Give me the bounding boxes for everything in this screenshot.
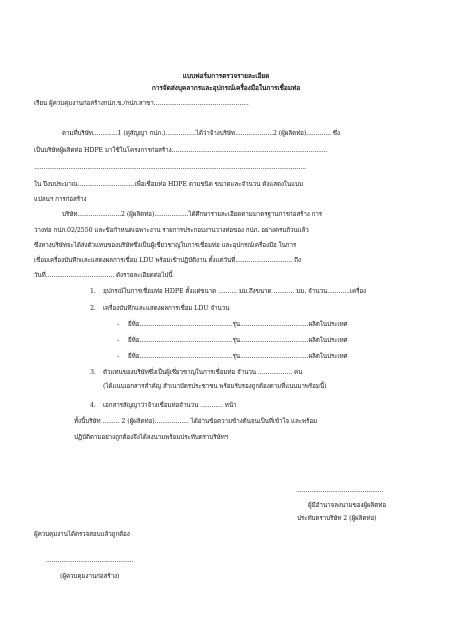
signatory-name: ผู้มีอำนาจลงนามของผู้ผลิตท่อ: [308, 502, 387, 509]
ldu-row: ยี่ห้อ.................................................รุ่น....................................ผลิตในประเทศ: [128, 337, 348, 344]
closing-line1: ทั้งนี้บริษัท ......... 2 (ผู้ผลิตท่อ).................. ได้อ่านข้อความข้างต้นจนเป็นที่เข้าใจ และพร้อม: [74, 418, 318, 425]
item-number: 3.: [90, 369, 96, 376]
supervisor-role: (ผู้ควบคุมงานก่อสร้าง): [60, 573, 120, 580]
para2-line3: ซึ่งทางบริษัทจะได้ส่งตัวแทนของบริษัทซึ่งเป็นผู้เชี่ยวชาญในการเชื่อมท่อ และอุปกรณ์เครื่องมือ ในการ: [34, 242, 297, 249]
ldu-row-dash: -: [117, 337, 120, 344]
closing-line2: ปฏิบัติตามอย่างถูกต้องจึงได้ลงนามพร้อมประทับตราบริษัทฯ: [74, 434, 229, 441]
supervisor-signature-line: ..............................................: [46, 557, 134, 564]
para1-line2: เป็นบริษัทผู้ผลิตท่อ HDPE มาใช้ในโครงการก่อสร้าง..................................................................................: [34, 147, 328, 154]
signature-line: ..............................................: [296, 487, 384, 494]
ldu-row: ยี่ห้อ.................................................รุ่น....................................ผลิตในประเทศ: [128, 353, 348, 360]
ldu-row-dash: -: [117, 353, 120, 360]
item3-note: (ได้แนบเอกสารสำคัญ สำเนาบัตรประชาชน พร้อมรับรองถูกต้องตามที่แนบมาพร้อมนี้): [103, 383, 327, 390]
supervisor-check: ผู้ควบคุมงานได้ตรวจสอบแล้วถูกต้อง: [34, 531, 130, 538]
item-number: 2.: [90, 305, 96, 312]
ldu-row: ยี่ห้อ.................................................รุ่น....................................ผลิตในประเทศ: [128, 321, 348, 328]
para1-line1: ตามที่บริษัท.............1 (คู่สัญญา กปภ.)................ได้ว่าจ้างบริษัท....................2 (ผู้ผลิตท่อ)............. ซึ่ง: [62, 130, 340, 137]
item-number: 1.: [90, 288, 96, 295]
para2-line4: เชื่อมเครื่องบันทึกและแสดงผลการเชื่อม LDU พร้อมเข้าปฏิบัติงาน ตั้งแต่วันที่.............................. ถึง: [34, 257, 301, 264]
item-text: ตัวแทนของบริษัทซึ่งเป็นผู้เชี่ยวชาญในการเชื่อมท่อ จำนวน .................. คน: [103, 369, 303, 376]
para1-line5: แปลนฯ การก่อสร้าง: [34, 196, 87, 203]
form-title: แบบฟอร์มการตรวจรายละเอียด: [182, 72, 270, 80]
item-text: เครื่องบันทึกและแสดงผลการเชื่อม LDU จำนวน: [103, 305, 230, 312]
item-text: เอกสารสัญญาว่าจ้างเชื่อมท่อจำนวน ............ หน้า: [103, 402, 237, 409]
para2-line5: วันที่.................................... ดังรายละเอียดต่อไปนี้: [34, 272, 173, 279]
item-number: 4.: [90, 402, 96, 409]
ldu-row-dash: -: [117, 321, 120, 328]
signatory-role: ประทับตราบริษัท 2 (ผู้ผลิตท่อ): [297, 515, 377, 522]
salutation: เรียน ผู้ควบคุมงานก่อสร้างกปภ.ข./กปภ.สาขา..................................................: [34, 100, 249, 107]
para1-line4: ใน ปีงบประมาณ..............................เพื่อเชื่อมท่อ HDPE ตามชนิด ขนาดและจำนวน ดังแสดงในแบบ: [34, 181, 303, 188]
item-text: อุปกรณ์ในการเชื่อมท่อ HDPE ตั้งแต่ขนาด .......... มม.ถึงขนาด ........... มม. จำนวน............เครื่อง: [103, 288, 367, 295]
para1-line3: ...............................................................................................................................................: [34, 164, 306, 171]
para2-line2: วางท่อ กปภ.02/2550 และข้อกำหนดเฉพาะงาน รายการประกอบงานวางท่อของ กปภ. อย่างครบถ้วนแล้ว: [34, 227, 309, 234]
para2-line1: บริษัท.......................2 (ผู้ผลิตท่อ)..................ได้ศึกษารายละเอียดตามมาตรฐานการก่อสร้าง การ: [62, 211, 323, 218]
form-subtitle: การจัดส่งบุคลากรและอุปกรณ์เครื่องมือในการเชื่อมท่อ: [151, 84, 301, 92]
